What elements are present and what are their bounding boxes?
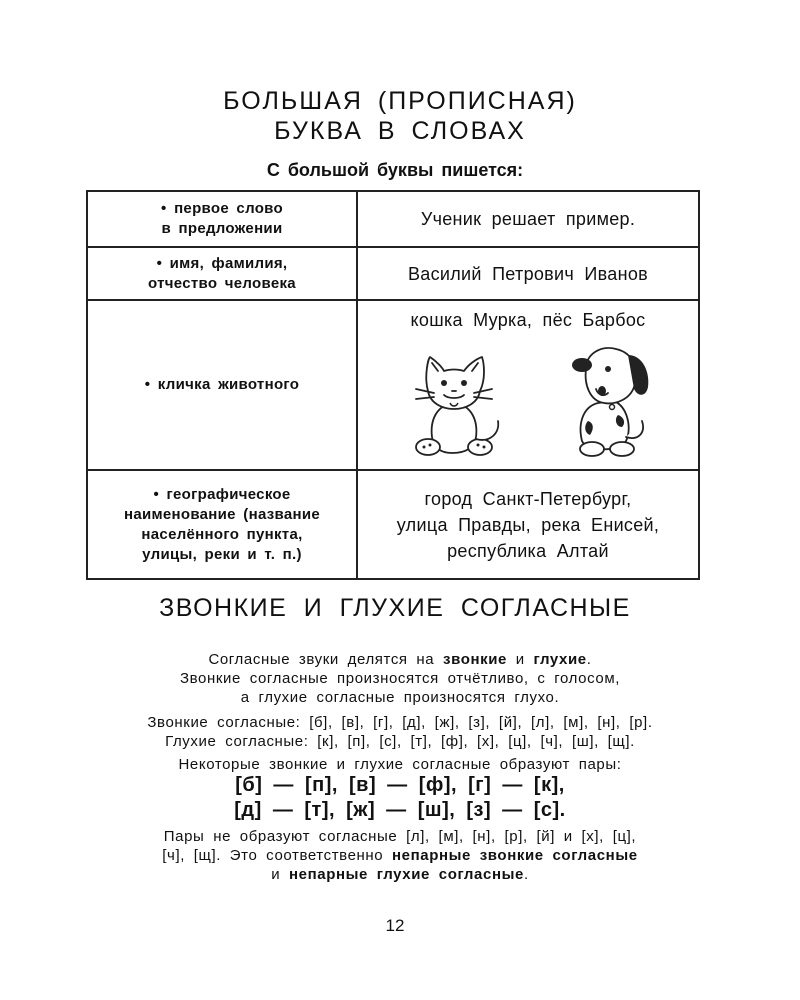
intro-line-3: а глухие согласные произносятся глухо. (240, 689, 560, 706)
example-text: республика Алтай (447, 540, 609, 561)
table-row (87, 470, 699, 579)
rule-cell (87, 300, 357, 470)
example-cell (357, 191, 699, 247)
voiced-consonants-list: Звонкие согласные: [б], [в], [г], [д], [ж], [з], [й], [л], [м], [н], [р]. (147, 714, 653, 731)
table-heading: С большой буквы пишется: (266, 160, 524, 180)
pairs-line-1: [б] — [п], [в] — [ф], [г] — [к], (235, 774, 565, 796)
intro-paragraph (60, 650, 740, 707)
rule-text: в предложении (161, 220, 283, 237)
intro-bold-voiced: звонкие (443, 651, 507, 668)
table-row (87, 191, 699, 247)
capital-letter-rules-table (86, 190, 700, 580)
rule-cell (87, 191, 357, 247)
rule-text: • географическое (153, 485, 291, 503)
rule-text: • имя, фамилия, (156, 254, 288, 272)
table-row (87, 300, 699, 470)
table-row (87, 247, 699, 300)
rule-text: • первое слово (161, 200, 283, 217)
dog-illustration (542, 341, 662, 459)
pairs-intro: Некоторые звонкие и глухие согласные образуют пары: (178, 756, 622, 773)
unpaired-line-2 (60, 846, 740, 865)
rule-text: улицы, реки и т. п.) (142, 545, 302, 563)
rule-text: населённого пункта, (141, 525, 303, 543)
pet-illustrations (358, 341, 698, 459)
unpaired-text: и (271, 866, 289, 883)
example-cell (357, 300, 699, 470)
unpaired-text: [ч], [щ]. Это соответственно (162, 847, 392, 864)
cat-illustration (394, 347, 514, 459)
title-line-1: БОЛЬШАЯ (ПРОПИСНАЯ) (223, 87, 577, 115)
unpaired-line-1: Пары не образуют согласные [л], [м], [н], [р], [й] и [х], [ц], (163, 828, 637, 845)
intro-text: и (507, 651, 534, 668)
pairs-line-2: [д] — [т], [ж] — [ш], [з] — [с]. (234, 799, 566, 821)
unpaired-bold-voiced: непарные звонкие согласные (392, 847, 638, 864)
rule-text: отчество человека (148, 274, 296, 292)
rule-text: наименование (название (123, 505, 321, 523)
example-text: город Санкт-Петербург, (424, 488, 632, 509)
example-cell (357, 247, 699, 300)
unpaired-text: . (523, 866, 529, 883)
unpaired-line-3 (60, 865, 740, 884)
rule-text: • кличка животного (144, 376, 300, 393)
example-text: кошка Мурка, пёс Барбос (410, 310, 646, 330)
intro-line-1 (60, 650, 740, 669)
unpaired-paragraph (60, 827, 740, 884)
voiceless-consonants-list: Глухие согласные: [к], [п], [с], [т], [ф], [х], [ц], [ч], [ш], [щ]. (165, 733, 635, 750)
example-text: Василий Петрович Иванов (407, 263, 649, 284)
intro-text: Согласные звуки делятся на (208, 651, 444, 668)
example-cell (357, 470, 699, 579)
intro-bold-voiceless: глухие (533, 651, 587, 668)
example-text: улица Правды, река Енисей, (396, 514, 660, 535)
intro-text: . (586, 651, 592, 668)
title-line-2: БУКВА В СЛОВАХ (274, 117, 526, 145)
rule-cell (87, 247, 357, 300)
page-number: 12 (385, 916, 405, 935)
example-text: Ученик решает пример. (420, 209, 636, 229)
unpaired-bold-voiceless: непарные глухие согласные (289, 866, 524, 883)
intro-line-2: Звонкие согласные произносятся отчётливо, с голосом, (179, 670, 621, 687)
section-title: ЗВОНКИЕ И ГЛУХИЕ СОГЛАСНЫЕ (159, 594, 631, 622)
rule-cell (87, 470, 357, 579)
